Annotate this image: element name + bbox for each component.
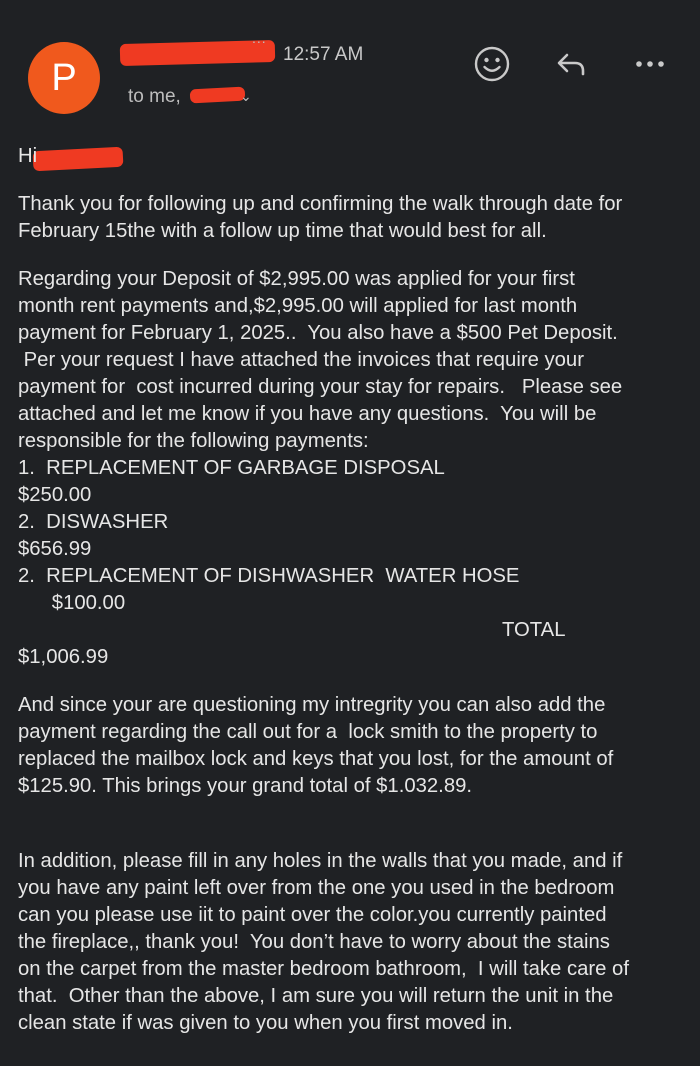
body-line: responsible for the following payments: — [18, 430, 369, 452]
more-dots-icon[interactable] — [630, 44, 670, 84]
recipients-label[interactable]: to me, — [128, 86, 181, 107]
body-line: can you please use iit to paint over the color.you currently painted — [18, 904, 607, 926]
body-line: Per your request I have attached the invoices that require your — [18, 349, 584, 371]
body-line: payment for February 1, 2025.. You also have a $500 Pet Deposit. — [18, 322, 618, 344]
body-line: that. Other than the above, I am sure you will return the unit in the — [18, 985, 614, 1007]
body-line: $125.90. This brings your grand total of $1.032.89. — [18, 775, 473, 797]
paragraph-1 — [18, 191, 682, 245]
body-line: on the carpet from the master bedroom bathroom, I will take care of — [18, 958, 629, 980]
body-line: payment for cost incurred during your stay for repairs. Please see — [18, 376, 623, 398]
payment-item-amount: $100.00 — [18, 592, 126, 614]
body-line: month rent payments and,$2,995.00 will applied for last month — [18, 295, 578, 317]
body-line: payment regarding the call out for a lock smith to the property to — [18, 721, 598, 743]
paragraph-2 — [18, 266, 682, 671]
body-line: Regarding your Deposit of $2,995.00 was applied for your first — [18, 268, 575, 290]
greeting: Hi — [18, 145, 38, 167]
paragraph-4 — [18, 848, 682, 1037]
smiley-face-icon[interactable] — [472, 44, 512, 84]
payment-item-label: 1. REPLACEMENT OF GARBAGE DISPOSAL — [18, 457, 445, 479]
recipient-redaction — [190, 87, 246, 104]
email-body — [18, 143, 682, 1037]
body-line: the fireplace,, thank you! You don’t have to worry about the stains — [18, 931, 610, 953]
email-header — [0, 0, 700, 120]
payment-item-amount: $250.00 — [18, 484, 92, 506]
payment-item-amount: $656.99 — [18, 538, 92, 560]
chevron-down-icon[interactable]: ⌄ — [240, 88, 252, 104]
paragraph-3 — [18, 692, 682, 800]
body-line: February 15the with a follow up time that would best for all. — [18, 220, 547, 242]
sender-avatar[interactable] — [28, 42, 100, 114]
sender-dots: ... — [252, 30, 267, 46]
body-line: clean state if was given to you when you first moved in. — [18, 1012, 513, 1034]
body-line: replaced the mailbox lock and keys that you lost, for the amount of — [18, 748, 614, 770]
body-line: And since your are questioning my intregrity you can also add the — [18, 694, 606, 716]
body-line: you have any paint left over from the one you used in the bedroom — [18, 877, 615, 899]
total-value: $1,006.99 — [18, 646, 109, 668]
body-line: In addition, please fill in any holes in the walls that you made, and if — [18, 850, 623, 872]
body-line: Thank you for following up and confirming the walk through date for — [18, 193, 623, 215]
total-label: TOTAL — [502, 619, 566, 641]
body-line: attached and let me know if you have any questions. You will be — [18, 403, 597, 425]
email-time: 12:57 AM — [283, 44, 364, 65]
reply-arrow-icon[interactable] — [551, 44, 591, 84]
payment-item-label: 2. DISWASHER — [18, 511, 169, 533]
avatar-letter: P — [51, 56, 77, 99]
payment-item-label: 2. REPLACEMENT OF DISHWASHER WATER HOSE — [18, 565, 520, 587]
